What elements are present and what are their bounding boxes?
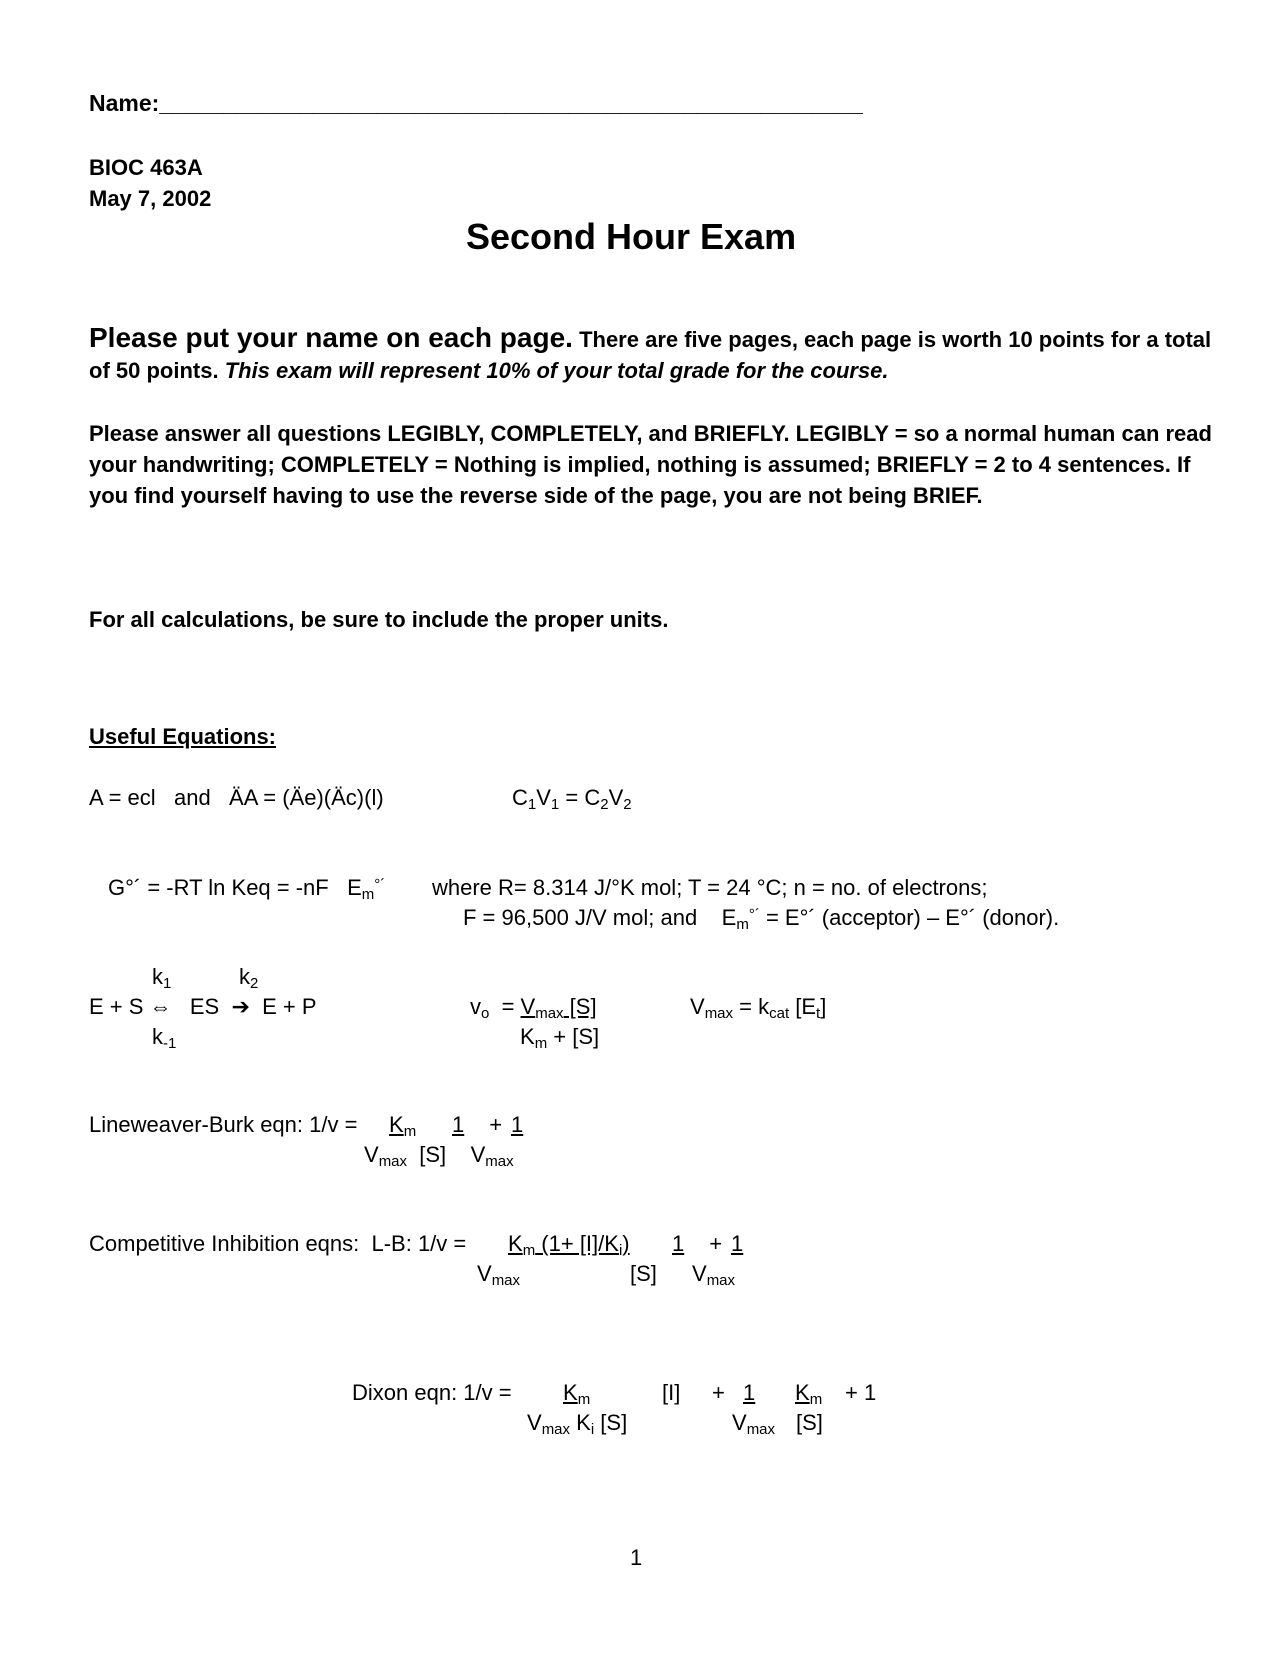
- competitive-inhibition-one-over-vmax: 1: [731, 1231, 744, 1256]
- rate-constant-k2: $k_2$: [239, 964, 259, 992]
- dixon-km-2: $K_m$: [795, 1380, 823, 1408]
- beer-lambert-equation: A = ecl and ÄA = (Äe)(Äc)(l): [89, 785, 384, 810]
- page-title: Second Hour Exam: [466, 216, 797, 257]
- lineweaver-burk-km: $K_m$: [389, 1112, 417, 1140]
- instructions-name-reminder: Please put your name on each page.: [89, 322, 573, 353]
- instructions-paragraph-2: Please answer all questions LEGIBLY, COMPLETELY, and BRIEFLY. LEGIBLY = so a normal human can read your handwriting; COMPLETELY = Nothing is implied, nothing is assumed; BRIEFLY = 2 to 4 sentences. If you find yourself having to use the reverse side of the page, you are not being BRIEF.: [89, 421, 1212, 508]
- gibbs-constants-line-1: where R= 8.314 J/°K mol; T = 24 °C; n = no. of electrons;: [432, 875, 988, 900]
- dixon-plus: +: [712, 1380, 725, 1405]
- instructions-points: There are five pages, each page is worth 10 points for a total of 50 points.: [89, 327, 1212, 383]
- course-code: BIOC 463A: [89, 155, 203, 180]
- lineweaver-burk-one-over-vmax: 1: [511, 1112, 524, 1137]
- page-number: 1: [630, 1545, 643, 1570]
- competitive-inhibition-numerator: $K_m$ $(1+ [I]/K_i)$: [508, 1231, 630, 1259]
- name-label: Name:_______________________________________________________: [89, 90, 863, 116]
- instructions-grade-weight: This exam will represent 10% of your total grade for the course.: [224, 358, 889, 383]
- vmax-kcat-equation: $V_{max} = k_{cat}$ $[E_t]$: [690, 994, 827, 1022]
- michaelis-menten-denominator: $K_m + [S]$: [520, 1024, 600, 1052]
- gibbs-constants-line-2: F = 96,500 J/V mol; and $E_m^{^\circ´}$ = E°´ (acceptor) – E°´ (donor).: [463, 905, 1060, 933]
- lineweaver-burk-label: Lineweaver-Burk eqn: 1/v =: [89, 1112, 364, 1137]
- competitive-inhibition-s: [S]: [630, 1261, 657, 1286]
- competitive-inhibition-label: Competitive Inhibition eqns: L-B: 1/v =: [89, 1231, 473, 1256]
- lineweaver-burk-plus: +: [477, 1112, 515, 1137]
- enzyme-reaction-scheme: E + S ⇔ ES ➔ E + P: [89, 994, 317, 1019]
- dixon-km: $K_m$: [563, 1380, 591, 1408]
- competitive-inhibition-one-over-s: 1: [672, 1231, 685, 1256]
- rate-constant-k1: $k_1$: [152, 964, 172, 992]
- dixon-one-over-vmax: 1: [743, 1380, 756, 1405]
- michaelis-menten-numerator: $v_o = V_{max}$ [S]: [470, 994, 597, 1022]
- dilution-equation: $C_1V_1 = C_2V_2$: [512, 785, 632, 813]
- dixon-s-2: [S]: [796, 1410, 823, 1435]
- dixon-label: Dixon eqn: 1/v =: [352, 1380, 518, 1405]
- equations-heading: Useful Equations:: [89, 724, 277, 749]
- dixon-inhibitor: [I]: [662, 1380, 681, 1405]
- dixon-plus-one: + 1: [845, 1380, 877, 1405]
- competitive-inhibition-vmax: $V_{max}$: [477, 1261, 521, 1289]
- dixon-vmax-2: $V_{max}$: [732, 1410, 776, 1438]
- instructions-paragraph-3: For all calculations, be sure to include the proper units.: [89, 607, 669, 632]
- instructions-paragraph-1: [89, 322, 1229, 386]
- exam-date: May 7, 2002: [89, 186, 212, 211]
- dixon-denominator: $V_{max}$ $K_i$ [S]: [527, 1410, 628, 1438]
- rate-constant-k-minus-1: $k_{-1}$: [152, 1024, 177, 1052]
- lineweaver-burk-denominators: $V_{max}$ [S] $V_{max}$: [364, 1142, 514, 1170]
- gibbs-equation: G°´ = -RT ln Keq = -nF $E_m^{^\circ´}$: [108, 875, 386, 903]
- name-blank[interactable]: _______________________________________________________: [159, 90, 863, 116]
- competitive-inhibition-plus: +: [697, 1231, 735, 1256]
- lineweaver-burk-one-over-s: 1: [452, 1112, 465, 1137]
- competitive-inhibition-vmax-2: $V_{max}$: [692, 1261, 736, 1289]
